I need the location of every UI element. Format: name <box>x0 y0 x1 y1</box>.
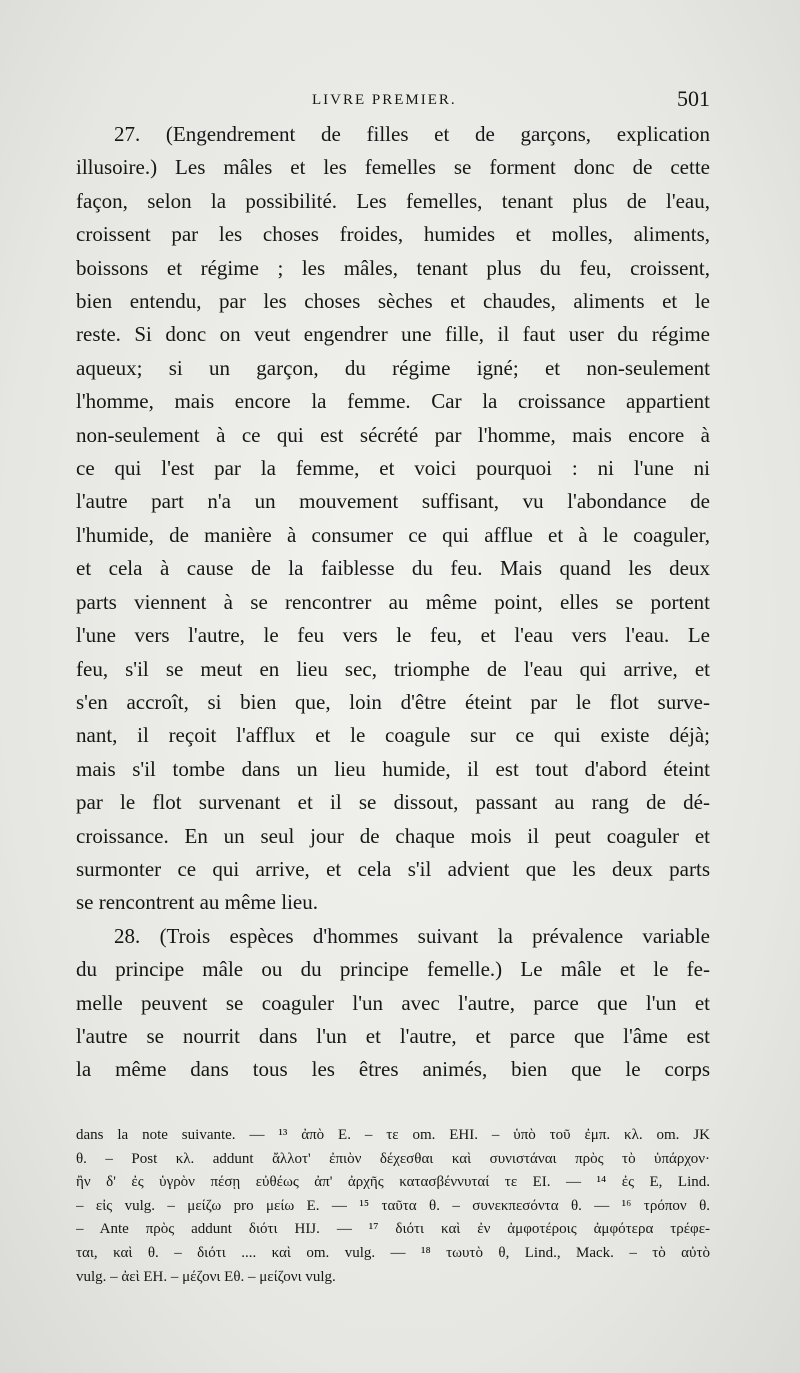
text-line: croissent par les choses froides, humides et molles, aliments, <box>76 222 710 247</box>
text-line: surmonter ce qui arrive, et cela s'il advient que les deux parts <box>76 856 710 881</box>
text-line: reste. Si donc on veut engendrer une fille, il faut user du régime <box>76 322 710 347</box>
footnote-line: ται, καὶ θ. – διότι .... καὶ om. vulg. — ¹⁸ τωυτὸ θ, Lind., Mack. – τὸ αὐτὸ <box>76 1244 710 1261</box>
page-number: 501 <box>677 86 710 111</box>
text-line: du principe mâle ou du principe femelle.) Le mâle et le fe- <box>76 957 710 982</box>
footnote-line: vulg. – ἀεὶ EH. – μέζονι Eθ. – μείζονι vulg. <box>76 1268 336 1285</box>
text-line: l'humide, de manière à consumer ce qui afflue et à le coaguler, <box>76 522 710 547</box>
text-line: l'autre se nourrit dans l'un et l'autre, et parce que l'âme est <box>76 1023 710 1048</box>
text-line: l'une vers l'autre, le feu vers le feu, et l'eau vers l'eau. Le <box>76 623 710 648</box>
text-line: et cela à cause de la faiblesse du feu. Mais quand les deux <box>76 556 710 581</box>
text-line: 27. (Engendrement de filles et de garçons, explication <box>114 122 710 146</box>
text-line: non-seulement à ce qui est sécrété par l'homme, mais encore à <box>76 422 710 447</box>
text-line: melle peuvent se coaguler l'un avec l'autre, parce que l'un et <box>76 990 710 1015</box>
text-line: ce qui l'est par la femme, et voici pourquoi : ni l'une ni <box>76 456 710 481</box>
text-line: illusoire.) Les mâles et les femelles se forment donc de cette <box>76 155 710 180</box>
footnote-line: θ. – Post κλ. addunt ἄλλοτ' ἐπιὸν δέχεσθαι καὶ συνιστάναι πρὸς τὸ ὑπάρχον· <box>76 1150 710 1167</box>
text-line: 28. (Trois espèces d'hommes suivant la prévalence variable <box>114 923 710 948</box>
text-line: boissons et régime ; les mâles, tenant plus du feu, croissent, <box>76 255 710 280</box>
footnote-line: dans la note suivante. — ¹³ ἀπὸ E. – τε om. EHI. – ὑπὸ τοῦ ἐμπ. κλ. om. JK <box>76 1127 710 1143</box>
text-line: se rencontrent au même lieu. <box>76 890 318 915</box>
footnote-line: – εἰς vulg. – μείζω pro μείω E. — ¹⁵ ταῦτα θ. – συνεκπεσόντα θ. — ¹⁶ τρόπον θ. <box>76 1197 710 1214</box>
page-header <box>76 86 710 118</box>
footnote-line: ἢν δ' ἐς ὑγρὸν πέσῃ εὐθέως ἀπ' ἀρχῆς κατασβέννυταί τε EI. — ¹⁴ ἐς E, Lind. <box>76 1174 710 1191</box>
text-line: parts viennent à se rencontrer au même point, elles se portent <box>76 589 710 614</box>
running-title: LIVRE PREMIER. <box>312 92 457 108</box>
footnote-line: – Ante πρὸς addunt διότι HIJ. — ¹⁷ διότι καὶ ἐν ἀμφοτέροις ἀμφότερα τρέφε- <box>76 1221 710 1238</box>
text-line: mais s'il tombe dans un lieu humide, il est tout d'abord éteint <box>76 756 710 781</box>
main-text <box>76 118 710 1087</box>
text-line: nant, il reçoit l'afflux et le coagule sur ce qui existe déjà; <box>76 723 710 748</box>
text-line: bien entendu, par les choses sèches et chaudes, aliments et le <box>76 289 710 314</box>
footnotes <box>76 1124 710 1289</box>
text-line: la même dans tous les êtres animés, bien que le corps <box>76 1057 710 1082</box>
text-line: l'autre part n'a un mouvement suffisant, vu l'abondance de <box>76 489 710 514</box>
text-line: s'en accroît, si bien que, loin d'être éteint par le flot surve- <box>76 689 710 714</box>
text-line: l'homme, mais encore la femme. Car la croissance appartient <box>76 389 710 414</box>
text-line: feu, s'il se meut en lieu sec, triomphe de l'eau qui arrive, et <box>76 656 710 681</box>
text-line: par le flot survenant et il se dissout, passant au rang de dé- <box>76 790 710 815</box>
text-line: aqueux; si un garçon, du régime igné; et non-seulement <box>76 355 710 380</box>
text-line: croissance. En un seul jour de chaque mois il peut coaguler et <box>76 823 710 848</box>
text-line: façon, selon la possibilité. Les femelles, tenant plus de l'eau, <box>76 188 710 213</box>
